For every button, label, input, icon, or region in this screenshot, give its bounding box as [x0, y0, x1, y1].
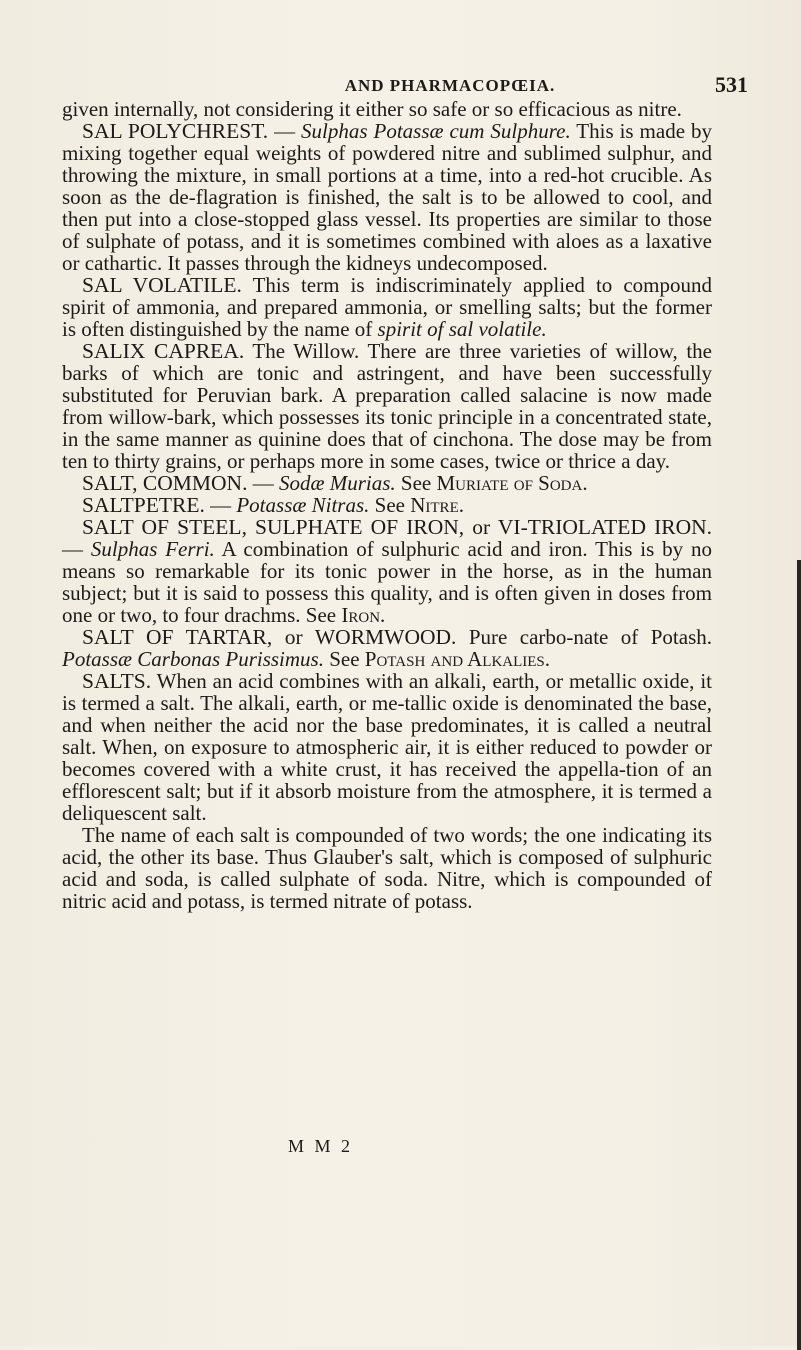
cross-reference: Muriate of Soda.	[436, 471, 588, 495]
body-text	[62, 98, 712, 912]
page-edge-shadow	[797, 560, 801, 1350]
page-number: 531	[715, 72, 748, 97]
entry-sal-polychrest	[62, 120, 712, 274]
entry-text: When an acid combines with an alkali, earth, or metallic oxide, it is termed a salt. The alkali, earth, or me-tallic oxide is denominated the base, and when neither the acid nor the base predominates, it is called a neutral salt. When, on exposure to atmospheric air, it is either reduced to powder or becomes covered with a white crust, it has received the appella-tion of an efflorescent salt; but if it absorb moisture from the atmosphere, it is termed a deliquescent salt.	[62, 669, 712, 825]
entry-salt-of-tartar	[62, 626, 712, 670]
paragraph-salt-naming	[62, 824, 712, 912]
entry-saltpetre	[62, 494, 712, 516]
entry-text: Pure carbo-nate of Potash.	[456, 625, 712, 649]
entry-heading: SALIX CAPREA.	[82, 339, 245, 363]
entry-text: This term is indiscriminately applied to compound spirit of ammonia, and prepared ammonia, or smelling salts; but the former is often distinguished by the name of	[62, 273, 713, 341]
entry-heading: SALTS.	[82, 669, 152, 693]
paragraph-text: The name of each salt is compounded of two words; the one indicating its acid, the other its base. Thus Glauber's salt, which is composed of sulphuric acid and soda, is called sulphate of soda. Nitre, which is compounded of nitric acid and potass, is termed nitrate of potass.	[62, 823, 712, 913]
entry-text: This is made by mixing together equal weights of powdered nitre and sublimed sulphur, and throwing the mixture, in small portions at a time, into a red-hot crucible. As soon as the de-flagration is finished, the salt is to be allowed to cool, and then put into a close-stopped glass vessel. Its properties are similar to those of sulphate of potass, and it is sometimes combined with aloes as a laxative or cathartic. It passes through the kidneys undecomposed.	[62, 119, 712, 275]
latin-name: Potassæ Nitras.	[236, 493, 370, 517]
entry-salt-common	[62, 472, 712, 494]
running-head: AND PHARMACOPŒIA.	[344, 76, 556, 95]
entry-text-continued: See	[323, 647, 365, 671]
latin-name: Potassæ Carbonas Purissimus.	[62, 647, 324, 671]
latin-name: Sulphas Ferri.	[90, 537, 215, 561]
entry-separator: —	[247, 471, 279, 495]
signature-mark: M M 2	[288, 1136, 354, 1156]
entry-heading: SALT OF STEEL, SULPHATE OF IRON, or VI-TRIOLATED IRON.	[82, 515, 712, 539]
entry-text: See	[369, 493, 411, 517]
cross-reference: Iron.	[341, 603, 386, 627]
entry-separator: —	[268, 119, 302, 143]
entry-text: The Willow. There are three varieties of willow, the barks of which are tonic and astringent, and have been successfully substituted for Peruvian bark. A preparation called salacine is now made from willow-bark, which possesses its tonic principle in a concentrated state, in the same manner as quinine does that of cinchona. The dose may be from ten to thirty grains, or perhaps more in some cases, twice or thrice a day.	[62, 339, 712, 473]
paragraph-text: given internally, not considering it either so safe or so efficacious as nitre.	[62, 97, 682, 121]
latin-name: Sulphas Potassæ cum Sulphure.	[301, 119, 571, 143]
latin-name: Sodæ Murias.	[278, 471, 396, 495]
entry-separator: —	[204, 493, 237, 517]
entry-separator: —	[62, 537, 91, 561]
cross-reference: Potash and Alkalies.	[364, 647, 551, 671]
entry-salts	[62, 670, 712, 824]
entry-heading: SAL POLYCHREST.	[82, 119, 269, 143]
cross-reference: Nitre.	[410, 493, 464, 517]
entry-salt-of-steel	[62, 516, 712, 626]
entry-heading: SALT, COMMON.	[82, 471, 248, 495]
entry-heading: SALTPETRE.	[82, 493, 205, 517]
paragraph-continuation	[62, 98, 712, 120]
entry-salix-caprea	[62, 340, 712, 472]
entry-heading: SALT OF TARTAR, or WORMWOOD.	[82, 625, 457, 649]
entry-sal-volatile	[62, 274, 712, 340]
italic-term: spirit of sal volatile.	[377, 317, 547, 341]
entry-heading: SAL VOLATILE.	[82, 273, 242, 297]
entry-text: A combination of sulphuric acid and iron. This is by no means so remarkable for its tonic power in the horse, as in the human subject; but it is said to possess this quality, and is often given in doses from one or two, to four drachms. See	[62, 537, 713, 627]
entry-text: See	[395, 471, 437, 495]
